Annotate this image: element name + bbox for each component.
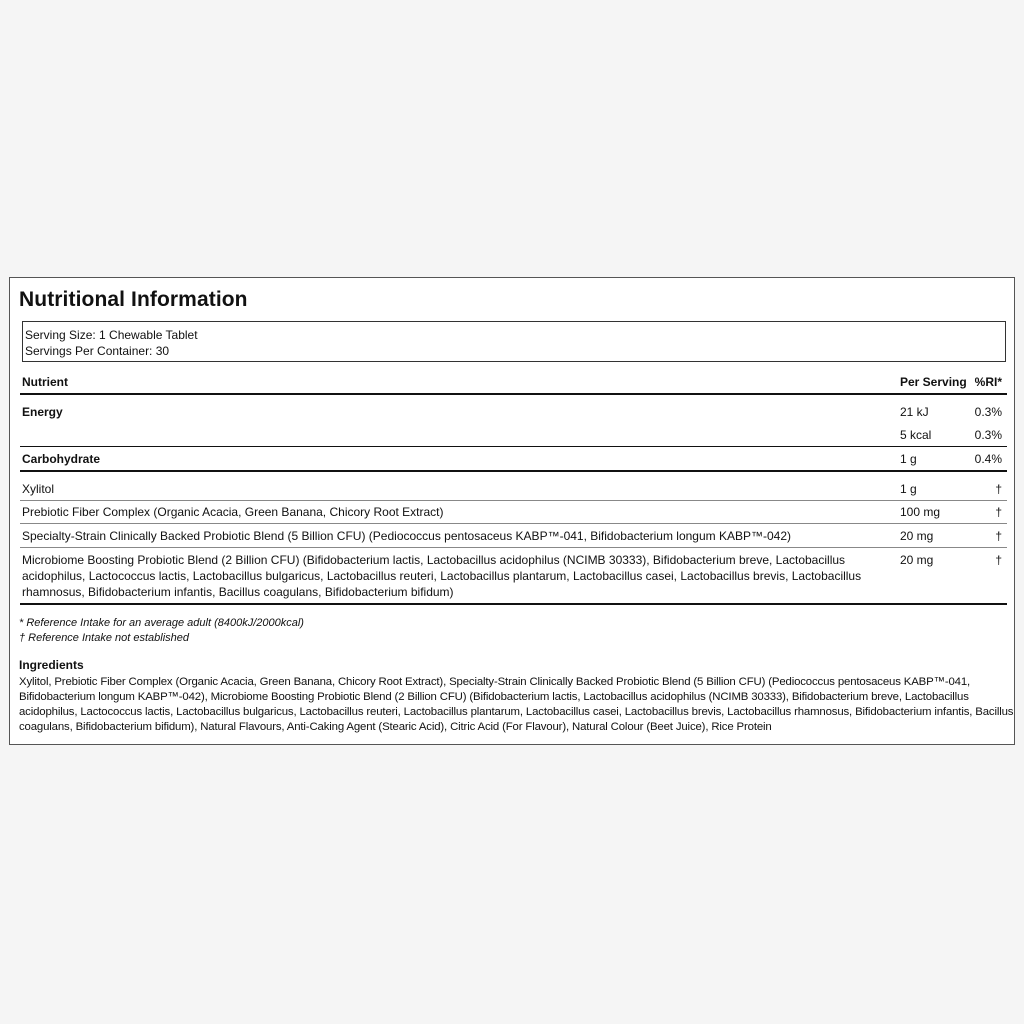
microbiome-ri: †: [995, 553, 1002, 567]
row-divider: [20, 446, 1007, 447]
specialty-amount: 20 mg: [900, 529, 934, 543]
xylitol-amount: 1 g: [900, 482, 917, 496]
nutrient-energy: Energy: [22, 405, 63, 419]
page-title: Nutritional Information: [19, 288, 248, 311]
prebiotic-amount: 100 mg: [900, 505, 941, 519]
header-ri: %RI*: [974, 375, 1002, 389]
header-nutrient: Nutrient: [22, 375, 68, 389]
energy-kcal-ri: 0.3%: [974, 428, 1002, 442]
nutrient-carbohydrate: Carbohydrate: [22, 452, 101, 466]
carbohydrate-ri: 0.4%: [974, 452, 1002, 466]
nutrition-panel: [9, 277, 1015, 745]
header-divider: [20, 393, 1007, 395]
energy-kj-ri: 0.3%: [974, 405, 1002, 419]
servings-per-container: Servings Per Container: 30: [25, 344, 170, 358]
header-per-serving: Per Serving: [900, 375, 967, 389]
nutrient-xylitol: Xylitol: [22, 482, 55, 496]
specialty-ri: †: [995, 529, 1002, 543]
ingredients-title: Ingredients: [19, 658, 84, 672]
energy-kcal: 5 kcal: [900, 428, 932, 442]
nutrient-microbiome-blend: Microbiome Boosting Probiotic Blend (2 Billion CFU) (Bifidobacterium lactis, Lactobacillus acidophilus (NCIMB 30333), Bifidobacterium breve, Lactobacillus acidophilus, Lactococcus lactis, Lactobacillus bulgaricus, Lactobacillus reuteri, Lactobacillus plantarum, Lactobacillus casei, Lactobacillus brevis, Lactobacillus rhamnosus, Bifidobacterium infantis, Bacillus coagulans, Bifidobacterium bifidum): [22, 553, 862, 599]
footnote-dagger: † Reference Intake not established: [19, 632, 190, 644]
microbiome-amount: 20 mg: [900, 553, 934, 567]
ingredients-text: Xylitol, Prebiotic Fiber Complex (Organic Acacia, Green Banana, Chicory Root Extract), Specialty-Strain Clinically Backed Probiotic Blend (5 Billion CFU) (Pediococcus pentosaceus KABP™-041, Bifidobacterium longum KABP™-042), Microbiome Boosting Probiotic Blend (2 Billion CFU) (Bifidobacterium lactis, Lactobacillus acidophilus (NCIMB 30333), Bifidobacterium breve, Lactobacillus acidophilus, Lactococcus lactis, Lactobacillus bulgaricus, Lactobacillus reuteri, Lactobacillus plantarum, Lactobacillus casei, Lactobacillus brevis, Lactobacillus rhamnosus, Bifidobacterium infantis, Bacillus coagulans, Bifidobacterium bifidum), Natural Flavours, Anti-Caking Agent (Stearic Acid), Citric Acid (For Flavour), Natural Colour (Beet Juice), Rice Protein: [19, 676, 1014, 733]
row-divider: [20, 500, 1007, 501]
table-bottom-divider: [20, 603, 1007, 605]
row-divider: [20, 523, 1007, 524]
carbohydrate-amount: 1 g: [900, 452, 917, 466]
serving-size: Serving Size: 1 Chewable Tablet: [25, 328, 198, 342]
prebiotic-ri: †: [995, 505, 1002, 519]
row-divider: [20, 547, 1007, 548]
xylitol-ri: †: [995, 482, 1002, 496]
nutrient-specialty-blend: Specialty-Strain Clinically Backed Probiotic Blend (5 Billion CFU) (Pediococcus pentosaceus KABP™-041, Bifidobacterium longum KABP™-042): [22, 529, 792, 543]
row-divider: [20, 470, 1007, 472]
serving-info-box: [22, 321, 1006, 362]
footnote-ri: * Reference Intake for an average adult (8400kJ/2000kcal): [19, 617, 304, 629]
energy-kj: 21 kJ: [900, 405, 929, 419]
nutrient-prebiotic: Prebiotic Fiber Complex (Organic Acacia, Green Banana, Chicory Root Extract): [22, 505, 444, 519]
